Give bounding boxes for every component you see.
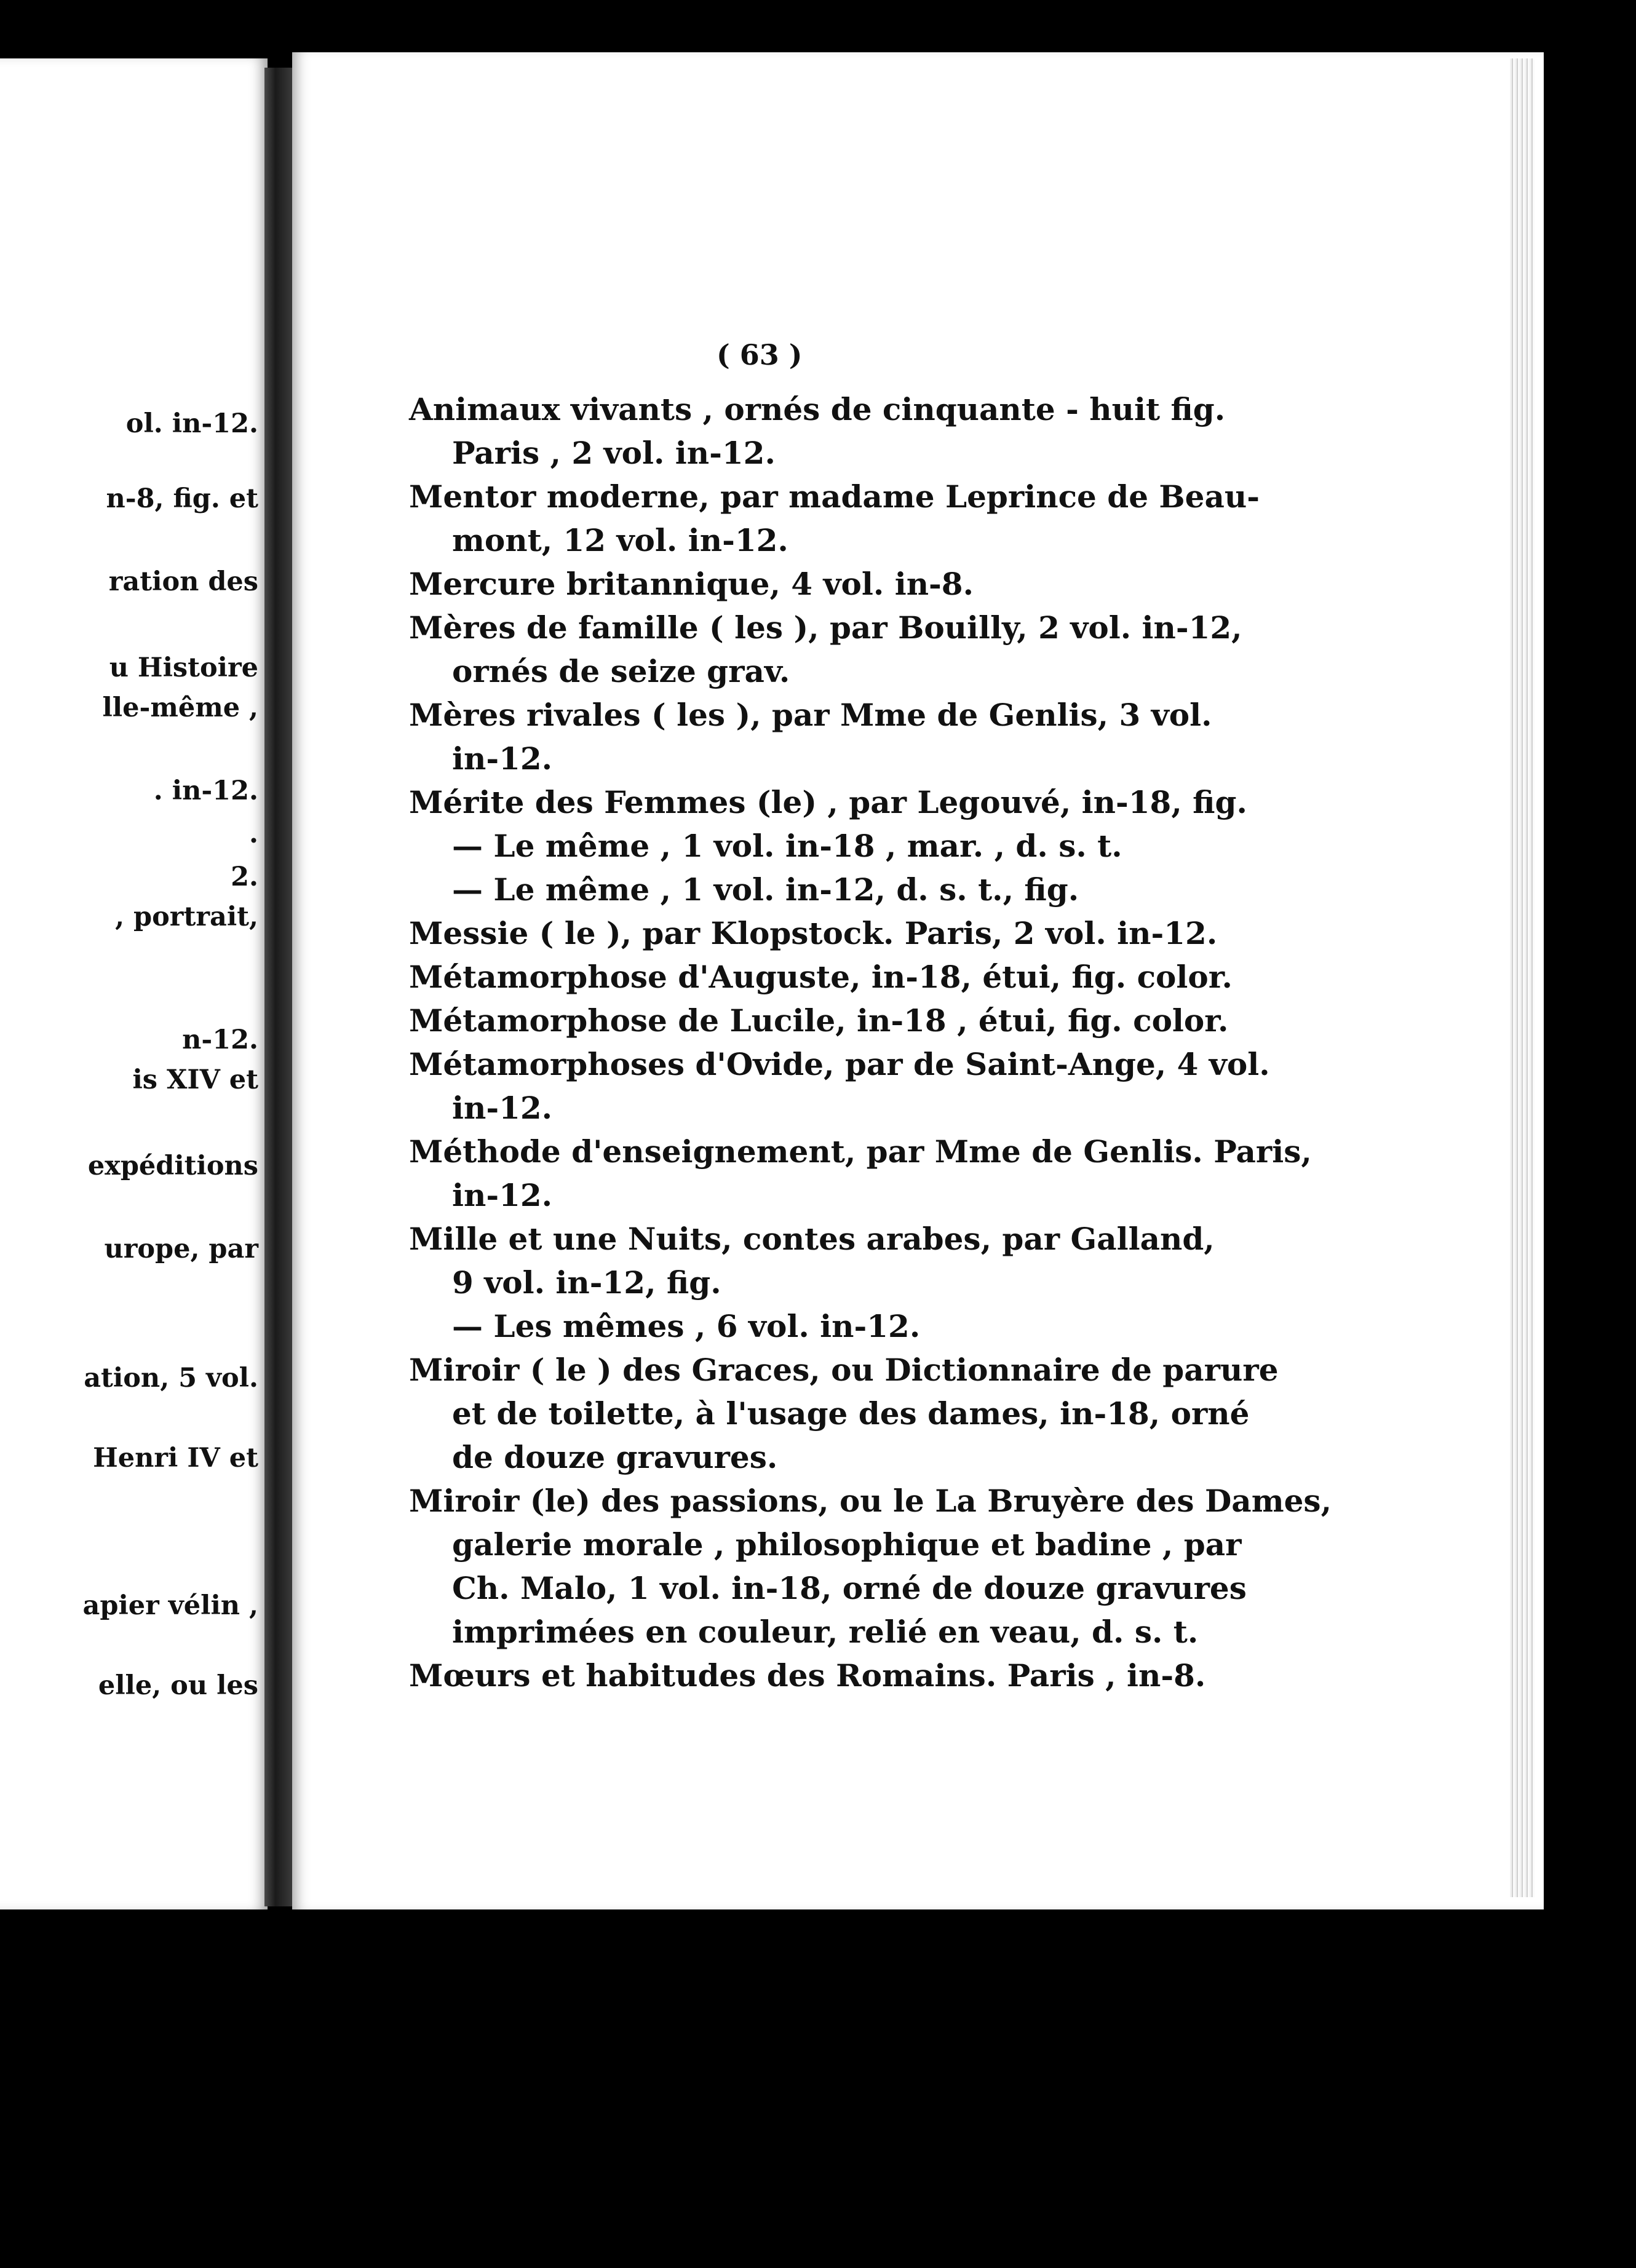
entry-line: Mères rivales ( les ), par Mme de Genlis, 3 vol. bbox=[409, 697, 1212, 733]
entry-line: Mille et une Nuits, contes arabes, par Galland, bbox=[409, 1221, 1215, 1257]
catalog-entry bbox=[409, 1654, 1267, 1697]
left-fragment-line: urope, par bbox=[104, 1234, 258, 1264]
entry-continuation-line: et de toilette, à l'usage des dames, in-18, orné bbox=[452, 1395, 1250, 1432]
entry-line: Mères de famille ( les ), par Bouilly, 2 vol. in-12, bbox=[409, 609, 1242, 646]
entry-line: Mentor moderne, par madame Leprince de Beau- bbox=[409, 478, 1260, 515]
entry-line: Métamorphose de Lucile, in-18 , étui, fig. color. bbox=[409, 1002, 1229, 1039]
catalog-entry bbox=[409, 999, 1267, 1042]
catalog-entry bbox=[409, 1130, 1312, 1217]
left-page bbox=[0, 58, 268, 1909]
left-fragment-line: n-12. bbox=[182, 1025, 258, 1055]
catalog-entry bbox=[409, 1479, 1332, 1654]
catalog-entry bbox=[409, 693, 1267, 780]
entry-continuation-line: imprimées en couleur, relié en veau, d. s. t. bbox=[452, 1614, 1199, 1650]
entry-continuation-line: in-12. bbox=[452, 740, 553, 777]
page-edges bbox=[1510, 58, 1535, 1897]
catalog-entry bbox=[409, 1042, 1270, 1130]
catalog-entry bbox=[409, 387, 1267, 475]
entry-continuation-line: de douze gravures. bbox=[452, 1439, 778, 1475]
catalog-entry bbox=[409, 606, 1267, 693]
entry-continuation-line: mont, 12 vol. in-12. bbox=[452, 522, 788, 558]
left-fragment-line: u Histoire bbox=[109, 652, 258, 683]
entry-line: Miroir ( le ) des Graces, ou Dictionnaire de parure bbox=[409, 1352, 1279, 1388]
left-fragment-line: Henri IV et bbox=[93, 1443, 258, 1473]
left-fragment-line: . in-12. bbox=[153, 775, 258, 806]
catalog-entry bbox=[409, 1217, 1267, 1348]
left-fragment-line: apier vélin , bbox=[82, 1590, 258, 1621]
left-fragment-line: ation, 5 vol. bbox=[84, 1363, 258, 1394]
entry-line: Animaux vivants , ornés de cinquante - huit fig. bbox=[409, 391, 1226, 427]
entry-continuation-line: — Le même , 1 vol. in-12, d. s. t., fig. bbox=[452, 871, 1079, 908]
page-number: ( 63 ) bbox=[717, 338, 803, 371]
entry-line: Messie ( le ), par Klopstock. Paris, 2 vol. in-12. bbox=[409, 915, 1218, 951]
entry-continuation-line: in-12. bbox=[452, 1090, 553, 1126]
entry-continuation-line: — Les mêmes , 6 vol. in-12. bbox=[452, 1308, 921, 1344]
entry-line: Mœurs et habitudes des Romains. Paris , in-8. bbox=[409, 1657, 1206, 1694]
catalog-entry bbox=[409, 562, 1267, 606]
entry-continuation-line: Ch. Malo, 1 vol. in-18, orné de douze gravures bbox=[452, 1570, 1247, 1606]
book-gutter bbox=[264, 68, 292, 1906]
entry-continuation-line: 9 vol. in-12, fig. bbox=[452, 1264, 721, 1301]
left-fragment-line: 2. bbox=[231, 862, 258, 892]
catalog-entry bbox=[409, 780, 1267, 911]
entry-continuation-line: — Le même , 1 vol. in-18 , mar. , d. s. t. bbox=[452, 828, 1122, 864]
entry-line: Mérite des Femmes (le) , par Legouvé, in-18, fig. bbox=[409, 784, 1247, 820]
left-fragment-line: elle, ou les bbox=[98, 1670, 258, 1701]
left-fragment-line: expéditions bbox=[87, 1151, 258, 1181]
catalog-entry bbox=[409, 911, 1267, 955]
left-fragment-line: . bbox=[249, 819, 258, 849]
entry-line: Métamorphoses d'Ovide, par de Saint-Ange, 4 vol. bbox=[409, 1046, 1270, 1082]
left-fragment-line: ol. in-12. bbox=[125, 408, 258, 439]
left-fragment-line: lle-même , bbox=[102, 692, 258, 723]
left-fragment-line: is XIV et bbox=[132, 1065, 258, 1095]
entry-continuation-line: galerie morale , philosophique et badine , par bbox=[452, 1526, 1242, 1563]
entry-line: Mercure britannique, 4 vol. in-8. bbox=[409, 566, 974, 602]
entry-continuation-line: Paris , 2 vol. in-12. bbox=[452, 435, 776, 471]
entry-line: Miroir (le) des passions, ou le La Bruyère des Dames, bbox=[409, 1483, 1332, 1519]
left-fragment-line: , portrait, bbox=[115, 902, 258, 932]
entry-line: Métamorphose d'Auguste, in-18, étui, fig. color. bbox=[409, 959, 1233, 995]
left-fragment-line: ration des bbox=[108, 566, 258, 597]
entry-line: Méthode d'enseignement, par Mme de Genlis. Paris, bbox=[409, 1133, 1312, 1170]
entry-continuation-line: ornés de seize grav. bbox=[452, 653, 790, 689]
catalog-entry bbox=[409, 955, 1267, 999]
catalog-entry bbox=[409, 1348, 1279, 1479]
catalog-entry bbox=[409, 475, 1267, 562]
entry-continuation-line: in-12. bbox=[452, 1177, 553, 1213]
left-fragment-line: n-8, fig. et bbox=[106, 483, 258, 514]
